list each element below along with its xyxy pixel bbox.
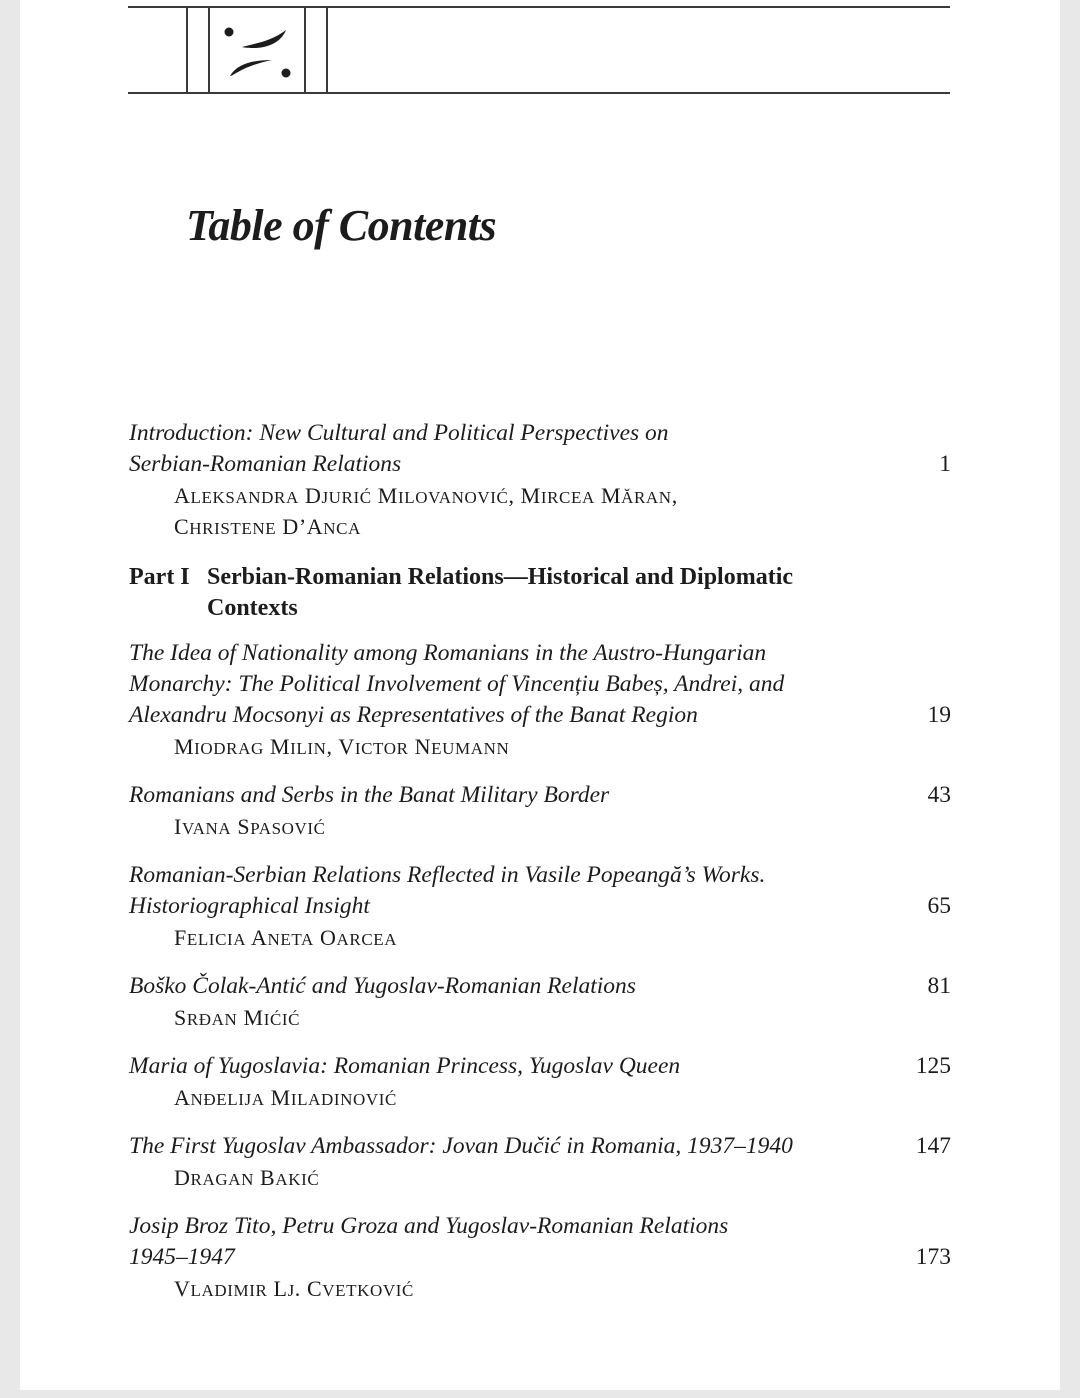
chapter-title-text: 1945–1947 [129, 1244, 235, 1270]
ornament-rule [186, 8, 188, 92]
part-title-line [129, 562, 951, 593]
page-number[interactable]: 81 [927, 973, 951, 999]
header-ornament [128, 6, 950, 94]
book-page [20, 0, 1060, 1390]
author-line: FELICIA ANETA OARCEA [174, 925, 398, 950]
ornament-rule [326, 8, 328, 92]
chapter-title-text: Introduction: New Cultural and Political Perspectives on [129, 420, 669, 446]
chapter-title-line[interactable] [129, 1131, 951, 1162]
toc-part-heading [129, 562, 951, 624]
author-line: DRAGAN BAKIĆ [174, 1165, 320, 1190]
chapter-title-line[interactable] [129, 669, 951, 700]
chapter-title-line[interactable] [129, 891, 951, 922]
chapter-title-text: Maria of Yugoslavia: Romanian Princess, Yugoslav Queen [129, 1053, 681, 1079]
chapter-title-line[interactable] [129, 860, 951, 891]
toc-entry [129, 1211, 951, 1304]
author-line: IVANA SPASOVIĆ [174, 814, 326, 839]
author-line: VLADIMIR LJ. CVETKOVIĆ [174, 1276, 414, 1301]
page-number[interactable]: 1 [939, 451, 951, 477]
author-line: CHRISTENE D’ANCA [174, 514, 361, 539]
part-title-text: Serbian-Romanian Relations—Historical and Diplomatic [207, 564, 794, 590]
chapter-title-text: Serbian-Romanian Relations [129, 451, 402, 477]
author-line: SRĐAN MIĆIĆ [174, 1005, 301, 1030]
chapter-title-line[interactable] [129, 1051, 951, 1082]
page-title: Table of Contents [186, 201, 497, 250]
chapter-title-text: Boško Čolak-Antić and Yugoslav-Romanian Relations [129, 973, 636, 999]
chapter-title-text: Romanian-Serbian Relations Reflected in Vasile Popeangă’s Works. [129, 862, 766, 888]
author-line: MIODRAG MILIN, VICTOR NEUMANN [174, 734, 510, 759]
chapter-title-line[interactable] [129, 700, 951, 731]
toc-entry [129, 418, 951, 542]
page-number[interactable]: 19 [927, 702, 951, 728]
chapter-title-line[interactable] [129, 449, 951, 480]
toc-entry [129, 638, 951, 762]
chapter-title-text: Josip Broz Tito, Petru Groza and Yugoslav-Romanian Relations [129, 1213, 729, 1239]
chapter-title-line[interactable] [129, 780, 951, 811]
chapter-title-text: The First Yugoslav Ambassador: Jovan Dučić in Romania, 1937–1940 [129, 1133, 793, 1159]
chapter-title-line[interactable] [129, 638, 951, 669]
toc-entry [129, 971, 951, 1033]
toc-entry [129, 860, 951, 953]
page-number[interactable]: 125 [915, 1053, 951, 1079]
chapter-title-text: Historiographical Insight [129, 893, 370, 919]
chapter-title-text: The Idea of Nationality among Romanians in the Austro-Hungarian [129, 640, 767, 666]
chapter-title-text: Romanians and Serbs in the Banat Military Border [129, 782, 610, 808]
ornament-glyph-icon [216, 16, 300, 86]
author-line: ALEKSANDRA DJURIĆ MILOVANOVIĆ, MIRCEA MĂRAN, [174, 483, 678, 508]
page-number[interactable]: 65 [927, 893, 951, 919]
toc-list [129, 418, 951, 1304]
chapter-title-text: Alexandru Mocsonyi as Representatives of the Banat Region [129, 702, 698, 728]
page-number[interactable]: 43 [927, 782, 951, 808]
chapter-title-line[interactable] [129, 1211, 951, 1242]
page-number[interactable]: 147 [915, 1133, 951, 1159]
part-title-line: Contexts [207, 595, 298, 621]
ornament-rule [208, 8, 210, 92]
chapter-title-line[interactable] [129, 971, 951, 1002]
toc-entry [129, 1131, 951, 1193]
chapter-title-line[interactable] [129, 418, 951, 449]
ornament-rule [304, 8, 306, 92]
toc-entry [129, 1051, 951, 1113]
chapter-title-text: Monarchy: The Political Involvement of Vincențiu Babeș, Andrei, and [129, 671, 785, 697]
author-line: ANĐELIJA MILADINOVIĆ [174, 1085, 397, 1110]
part-label: Part I [129, 564, 190, 590]
chapter-title-line[interactable] [129, 1242, 951, 1273]
toc-entry [129, 780, 951, 842]
page-number[interactable]: 173 [915, 1244, 951, 1270]
